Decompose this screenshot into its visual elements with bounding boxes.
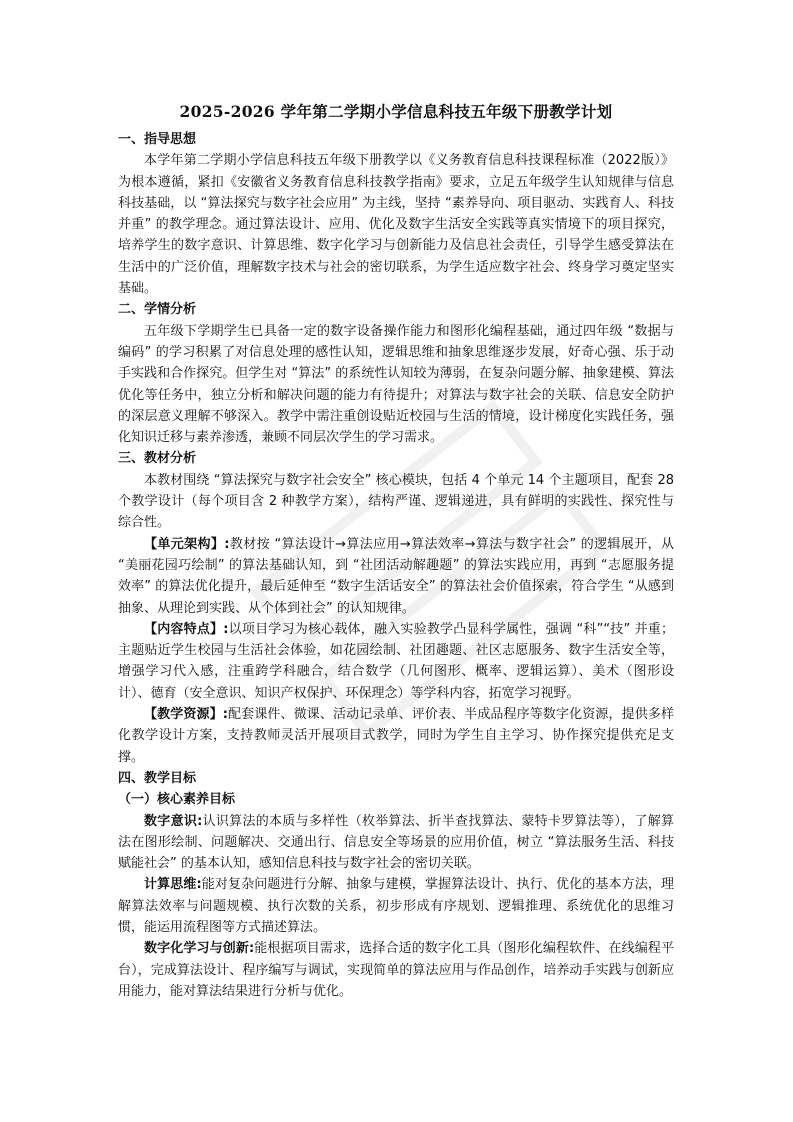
unit-structure-text: 教材按 “算法设计→算法应用→算法效率→算法与数字社会” 的逻辑展开，从 “美丽花园巧绘制” 的算法基础认知，到 “社团活动解趣题” 的算法实践应用，再到 “志愿服务提效率” 的算法优化提升，最后延伸至 “数字生活话安全” 的算法社会价值探索，符合学生 “从感到抽象、从理论到实践、从个体到社会” 的认知规律。 [118,536,674,616]
paragraph-teaching-resources [118,704,674,768]
content-features-text: 以项目学习为核心载体，融入实验教学凸显科学属性，强调 “科”“技” 并重；主题贴近学生校园与生活社会体验，如花园绘制、社团趣题、社区志愿服务、数字生活安全等，增强学习代入感，注重跨学科融合，结合数学（几何图形、概率、逻辑运算）、美术（图形设计）、德育（安全意识、知识产权保护、环保理念）等学科内容，拓宽学习视野。 [118,621,674,701]
computational-thinking-label: 计算思维: [144,877,202,893]
section-heading-textbook-analysis: 三、教材分析 [118,451,197,467]
teaching-resources-text: 配套课件、微课、活动记录单、评价表、半成品程序等数字化资源，提供多样化教学设计方案，支持教师灵活开展项目式教学，同时为学生自主学习、协作探究提供充足支撑。 [118,707,674,765]
document-title: 2025-2026 学年第二学期小学信息科技五年级下册教学计划 [179,102,613,121]
digital-awareness-text: 认识算法的本质与多样性（枚举算法、折半查找算法、蒙特卡罗算法等），了解算法在图形绘制、问题解决、交通出行、信息安全等场景的应用价值，树立 “算法服务生活、科技赋能社会” 的基本认知，感知信息科技与数字社会的密切关联。 [118,813,674,872]
paragraph-unit-structure [118,534,674,619]
computational-thinking-text: 能对复杂问题进行分解、抽象与建模，掌握算法设计、执行、优化的基本方法，理解算法效率与问题规模、执行次数的关系，初步形成有序规划、逻辑推理、系统优化的思维习惯，能运用流程图等方式描述算法。 [118,877,674,935]
digital-learning-innovation-label: 数字化学习与创新: [144,941,255,957]
paragraph-digital-awareness [118,811,674,875]
paragraph-textbook-overview: 本教材围绕 “算法探究与数字社会安全” 核心模块，包括 4 个单元 14 个主题项目，配套 28 个教学设计（每个项目含 2 种教学方案），结构严谨、逻辑递进，具有鲜明的实践性、探究性与综合性。 [118,472,674,531]
section-heading-teaching-goals: 四、教学目标 [118,770,197,786]
content-features-label: 【内容特点】: [144,621,229,637]
unit-structure-label: 【单元架构】: [144,536,230,552]
subheading-core-literacy-goals: （一）核心素养目标 [118,792,236,808]
digital-learning-innovation-text: 能根据项目需求，选择合适的数字化工具（图形化编程软件、在线编程平台），完成算法设计、程序编写与调试，实现简单的算法应用与作品创作，培养动手实践与创新应用能力，能对算法结果进行分析与优化。 [118,941,674,999]
paragraph-content-features [118,619,674,704]
paragraph-digital-learning-innovation [118,938,674,1002]
section-heading-student-analysis: 二、学情分析 [118,302,197,318]
digital-awareness-label: 数字意识: [144,813,203,829]
document-body [118,100,674,1002]
paragraph-guiding-thought: 本学年第二学期小学信息科技五年级下册教学以《义务教育信息科技课程标准（2022版）》为根本遵循，紧扣《安徽省义务教育信息科技教学指南》要求，立足五年级学生认知规律与信息科技基础，以 “算法探究与数字社会应用” 为主线，坚持 “素养导向、项目驱动、实践育人、科技并重” 的教学理念。通过算法设计、应用、优化及数字生活安全实践等真实情境下的项目探究，培养学生的数字意识、计算思维、数字化学习与创新能力及信息社会责任，引导学生感受算法在生活中的广泛价值，理解数字技术与社会的密切联系，为学生适应数字社会、终身学习奠定坚实基础。 [118,153,674,297]
paragraph-student-analysis: 五年级下学期学生已具备一定的数字设备操作能力和图形化编程基础，通过四年级 “数据与编码” 的学习积累了对信息处理的感性认知，逻辑思维和抽象思维逐步发展，好奇心强、乐于动手实践和合作探究。但学生对 “算法” 的系统性认知较为薄弱，在复杂问题分解、抽象建模、算法优化等任务中，独立分析和解决问题的能力有待提升；对算法与数字社会的关联、信息安全防护的深层意义理解不够深入。教学中需注重创设贴近校园与生活的情境，设计梯度化实践任务，强化知识迁移与素养渗透，兼顾不同层次学生的学习需求。 [118,323,674,446]
paragraph-computational-thinking [118,874,674,938]
section-heading-guiding-thought: 一、指导思想 [118,132,197,147]
teaching-resources-label: 【教学资源】: [144,707,228,723]
